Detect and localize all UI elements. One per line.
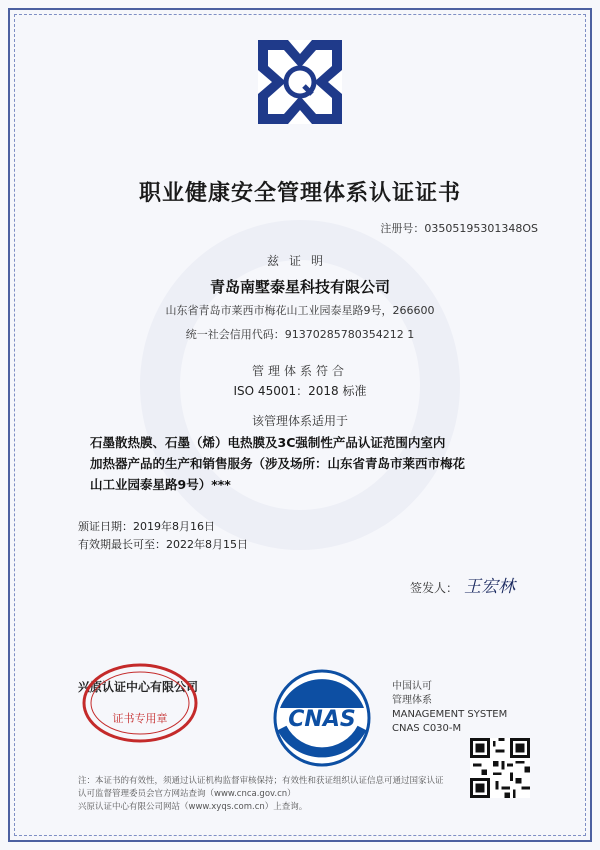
issue-date: 颁证日期：2019年8月16日 — [78, 520, 215, 533]
cnas-line: CNAS C030-M — [392, 723, 462, 734]
certificate-dates — [78, 518, 248, 554]
certificate-title: 职业健康安全管理体系认证证书 — [138, 181, 461, 206]
proof-heading: 兹证明 — [266, 254, 333, 268]
cnas-line: 中国认可 — [392, 681, 432, 692]
official-seal-icon — [80, 658, 210, 748]
cnas-line: 管理体系 — [392, 695, 432, 706]
signer-signature: 王宏林 — [464, 577, 516, 597]
standard-name: ISO 45001：2018 标准 — [233, 384, 367, 398]
cnas-logo-label: CNAS — [288, 707, 356, 732]
qr-code-icon — [470, 738, 530, 798]
cnas-logo-icon — [272, 668, 372, 768]
scope-line: 石墨散热膜、石墨（烯）电热膜及3C强制性产品认证范围内室内 — [90, 435, 446, 450]
scope-line: 山工业园泰星路9号）*** — [90, 477, 231, 492]
footnote-line: 认可监督管理委员会官方网站查询（www.cnca.gov.cn） — [78, 789, 296, 799]
certification-logo-icon — [258, 40, 342, 124]
applies-to-heading: 该管理体系适用于 — [251, 414, 348, 428]
company-address: 山东省青岛市莱西市梅花山工业园泰星路9号，266600 — [165, 304, 435, 317]
credit-code: 统一社会信用代码：91370285780354212 1 — [185, 328, 415, 341]
seal-label: 证书专用章 — [112, 712, 168, 725]
certification-scope — [90, 432, 530, 495]
footnote-line: 兴原认证中心有限公司网站（www.xyqs.com.cn）上查询。 — [78, 802, 308, 812]
footnote — [78, 775, 458, 814]
cnas-accreditation-text — [392, 680, 507, 736]
scope-line: 加热器产品的生产和销售服务（涉及场所：山东省青岛市莱西市梅花 — [90, 456, 466, 471]
company-name: 青岛南墅泰星科技有限公司 — [209, 278, 390, 296]
issuer-organization: 兴原认证中心有限公司 — [78, 680, 199, 694]
footnote-line: 注：本证书的有效性，须通过认证机构监督审核保持；有效性和获证组织认证信息可通过国家认证 — [78, 776, 444, 786]
signature-block — [410, 572, 515, 597]
valid-until-date: 有效期最长可至：2022年8月15日 — [78, 538, 248, 551]
cnas-line: MANAGEMENT SYSTEM — [392, 709, 508, 720]
signer-label: 签发人： — [410, 581, 459, 595]
conformity-heading: 管理体系符合 — [251, 364, 348, 378]
registration-number: 注册号：03505195301348OS — [380, 222, 538, 235]
